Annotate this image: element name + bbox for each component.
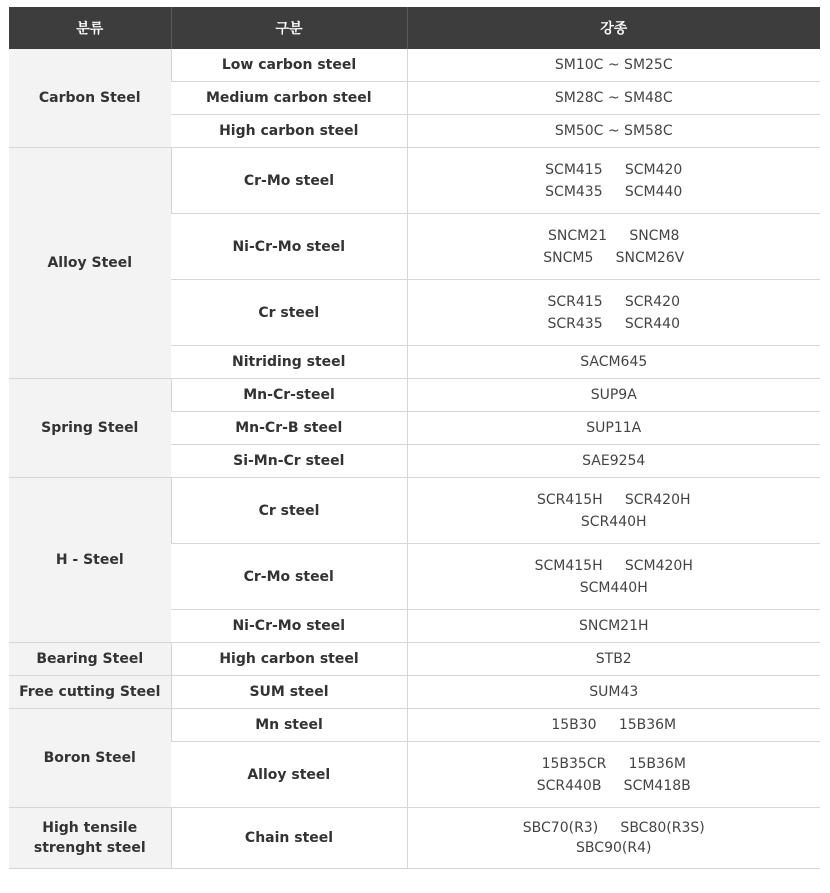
category-cell: Spring Steel xyxy=(9,379,171,478)
grade-line: SM10C ~ SM25C xyxy=(554,57,673,73)
grade-cell xyxy=(407,808,820,869)
grade-cell xyxy=(407,346,820,379)
subcategory-cell: Chain steel xyxy=(171,808,407,869)
subcategory-cell: Cr steel xyxy=(171,280,407,346)
grade-cell xyxy=(407,445,820,478)
subcategory-cell: SUM steel xyxy=(171,676,407,709)
subcategory-cell: Ni-Cr-Mo steel xyxy=(171,610,407,643)
category-line: High tensile xyxy=(42,820,138,836)
table-row xyxy=(9,478,820,544)
grade-line: SCM415 SCM420 xyxy=(545,161,683,178)
grade-cell xyxy=(407,742,820,808)
grade-line: SACM645 xyxy=(580,354,648,370)
grade-cell xyxy=(407,148,820,214)
grade-line: SBC90(R4) xyxy=(576,840,652,856)
grade-cell xyxy=(407,643,820,676)
subcategory-cell: Cr steel xyxy=(171,478,407,544)
category-cell: Alloy Steel xyxy=(9,148,171,379)
grade-line: STB2 xyxy=(595,651,632,667)
subcategory-cell: Ni-Cr-Mo steel xyxy=(171,214,407,280)
grade-line: SCR440B SCM418B xyxy=(536,777,691,794)
subcategory-cell: Alloy steel xyxy=(171,742,407,808)
category-line: strenght steel xyxy=(33,840,146,856)
category-cell: Carbon Steel xyxy=(9,49,171,148)
category-cell: Bearing Steel xyxy=(9,643,171,676)
grade-cell xyxy=(407,412,820,445)
grade-line: 15B35CR 15B36M xyxy=(541,755,686,772)
header-steel-grade: 강종 xyxy=(407,7,820,49)
subcategory-cell: Mn-Cr-steel xyxy=(171,379,407,412)
grade-cell xyxy=(407,709,820,742)
subcategory-cell: Nitriding steel xyxy=(171,346,407,379)
grade-cell xyxy=(407,610,820,643)
grade-line: SBC70(R3) SBC80(R3S) xyxy=(522,820,705,836)
subcategory-cell: Mn steel xyxy=(171,709,407,742)
subcategory-cell: Cr-Mo steel xyxy=(171,544,407,610)
grade-cell xyxy=(407,676,820,709)
table-row xyxy=(9,643,820,676)
grade-line: SUM43 xyxy=(589,684,639,700)
grade-line: SUP11A xyxy=(586,420,642,436)
table-row xyxy=(9,49,820,82)
table-row xyxy=(9,676,820,709)
steel-grade-table-container xyxy=(9,7,820,869)
table-row xyxy=(9,148,820,214)
grade-line: SCR415 SCR420 xyxy=(547,293,680,310)
category-cell: H - Steel xyxy=(9,478,171,643)
table-row xyxy=(9,379,820,412)
grade-line: SCR415H SCR420H xyxy=(536,491,691,508)
grade-line: SNCM21H xyxy=(578,618,649,634)
grade-line: SCR440H xyxy=(580,513,647,530)
subcategory-cell: High carbon steel xyxy=(171,643,407,676)
grade-cell xyxy=(407,379,820,412)
subcategory-cell: Mn-Cr-B steel xyxy=(171,412,407,445)
category-cell xyxy=(9,808,171,869)
grade-line: SM50C ~ SM58C xyxy=(554,123,673,139)
grade-line: 15B30 15B36M xyxy=(551,717,677,733)
grade-line: SM28C ~ SM48C xyxy=(554,90,673,106)
subcategory-cell: Si-Mn-Cr steel xyxy=(171,445,407,478)
subcategory-cell: Medium carbon steel xyxy=(171,82,407,115)
grade-cell xyxy=(407,49,820,82)
table-header-row xyxy=(9,7,820,49)
grade-cell xyxy=(407,478,820,544)
grade-cell xyxy=(407,82,820,115)
grade-line: SNCM21 SNCM8 xyxy=(548,227,680,244)
grade-line: SCR435 SCR440 xyxy=(547,315,680,332)
header-classification: 분류 xyxy=(9,7,171,49)
table-row xyxy=(9,709,820,742)
grade-line: SCM415H SCM420H xyxy=(534,557,693,574)
subcategory-cell: High carbon steel xyxy=(171,115,407,148)
grade-cell xyxy=(407,544,820,610)
table-row xyxy=(9,808,820,869)
subcategory-cell: Cr-Mo steel xyxy=(171,148,407,214)
subcategory-cell: Low carbon steel xyxy=(171,49,407,82)
steel-grade-table xyxy=(9,7,820,869)
grade-cell xyxy=(407,115,820,148)
header-division: 구분 xyxy=(171,7,407,49)
category-cell: Boron Steel xyxy=(9,709,171,808)
grade-line: SCM440H xyxy=(579,579,648,596)
grade-line: SAE9254 xyxy=(582,453,646,469)
category-cell: Free cutting Steel xyxy=(9,676,171,709)
grade-line: SCM435 SCM440 xyxy=(545,183,683,200)
grade-line: SUP9A xyxy=(590,387,637,403)
grade-cell xyxy=(407,280,820,346)
grade-line: SNCM5 SNCM26V xyxy=(543,249,685,266)
grade-cell xyxy=(407,214,820,280)
